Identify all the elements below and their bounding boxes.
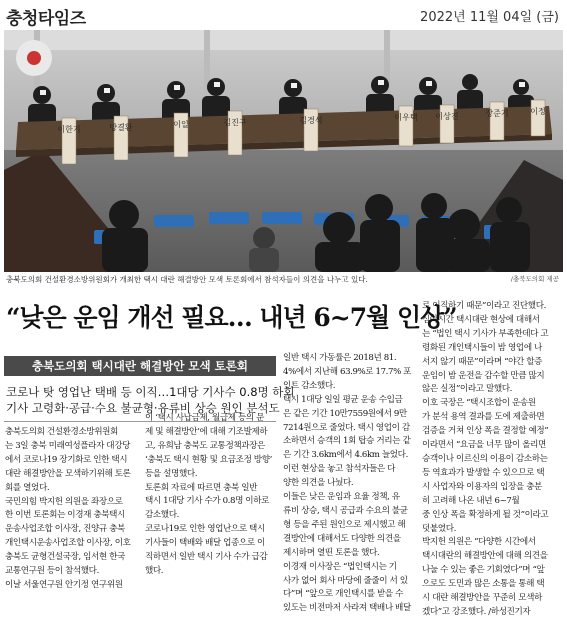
nameplate-text: 이우택 — [394, 113, 418, 122]
text-line: 령화된 개인택시들이 밤 영업에 나 — [422, 342, 542, 353]
text-line: 사가 없어 회사 마당에 줄줄이 서 있 — [283, 575, 408, 586]
text-line: 가 분석 용역 결과를 도에 제출하면 — [422, 412, 545, 423]
text-line: 제 및 해결방안’에 대해 기조발제하 — [145, 426, 268, 437]
text-line: 결방안에 대해서도 다양한 의견을 — [283, 533, 401, 544]
publication-date: 2022년 11월 04일 (금) — [420, 10, 559, 25]
text-line: 교통연구원 등이 참석했다. — [5, 566, 99, 577]
nameplate-text: 김경석 — [299, 116, 323, 125]
text-line: 국민의힘 박지헌 의원을 좌장으로 — [5, 496, 123, 507]
text-line: 양한 의견을 나눴다. — [283, 478, 354, 489]
text-line: 충북도 균형건설국장, 임서현 한국 — [5, 552, 125, 563]
article-headline: “낮은 운임 개선 필요… 내년 6~7월 인상” — [6, 303, 457, 332]
text-line: 다”며 “앞으로 개인택시를 받을 수 — [283, 589, 404, 600]
nameplate-text: 이한기 — [57, 125, 81, 134]
text-line: 감소했다. — [145, 510, 179, 521]
text-line: 소하면서 승객의 1회 탑승 거리는 같 — [283, 436, 411, 447]
text-line: 시 대란 해결방안을 꾸준히 모색하 — [422, 593, 542, 604]
text-line: 토론회 자료에 따르면 충북 일반 — [145, 482, 258, 493]
article-column-2 — [145, 412, 276, 579]
text-line: 택시 1대당 일일 평균 운송 수입금 — [283, 394, 403, 405]
text-line: 기사들이 택배와 배달 업종으로 이 — [145, 538, 265, 549]
text-line: 인트 감소했다. — [283, 380, 336, 391]
text-line: 서지 않기 때문”이라며 “야간 할증 — [422, 356, 543, 367]
nameplate-text: 김진구 — [223, 118, 247, 127]
text-line: 시 사업자와 이용자의 입장을 충분 — [422, 481, 542, 492]
text-line: 심야시간 택시대란 현상에 대해서 — [422, 314, 540, 325]
article-column-3 — [283, 352, 417, 616]
text-line: 류비 상승, 택시 공급과 수요의 불균 — [283, 505, 408, 516]
text-line: 이경재 이사장은 “법인택시는 기 — [283, 561, 397, 572]
text-line: 일반 택시 가동률은 2018년 81. — [283, 353, 397, 363]
text-line: 직하면서 일반 택시 기사 수가 급감 — [145, 552, 268, 563]
subhead-line: 기사 고령화‧공급‧수요 불균형‧유류비 상승 원인 분석도 — [6, 401, 280, 415]
article-column-1 — [5, 426, 142, 593]
text-line: 로 이직하기 때문”이라고 진단했다. — [422, 301, 546, 311]
text-line: 은 기간 3.6km에서 4.6km 늘었다. — [283, 450, 408, 461]
text-line: 박지헌 의원은 “다양한 시간에서 — [422, 537, 536, 548]
text-line: 등을 설명했다. — [145, 468, 198, 479]
text-line: 이들은 낮은 운임과 요율 정책, 유 — [283, 492, 400, 503]
article-column-4 — [422, 300, 562, 620]
nameplate-text: 이일 — [173, 120, 189, 129]
subhead-line: 코로나 탓 영업난 택배 등 이직…1대당 기사수 0.8명 하회 — [6, 385, 295, 399]
text-line: 으로도 도민과 많은 소통을 통해 택 — [422, 579, 545, 590]
nameplate-text: 이상진 — [435, 112, 459, 121]
text-line: 한 이번 토론회는 이경재 충북택시 — [5, 510, 125, 521]
text-line: 운임이 밤 운전을 감수할 만큼 많지 — [422, 370, 545, 381]
text-line: 덧붙였다. — [422, 523, 456, 534]
nameplate-text: 장준기 — [485, 109, 509, 118]
text-line: 했다. — [145, 565, 164, 576]
text-line: 히 고려해 나온 내년 6~7월 — [422, 495, 520, 506]
text-line: 개인택시운송사업조합 이사장, 이호 — [5, 538, 131, 549]
text-line: 운송사업조합 이사장, 진양규 충북 — [5, 524, 125, 535]
text-line: 4%에서 지난해 63.9%로 17.7% 포 — [283, 366, 412, 377]
text-line: 충북도의회 건설환경소방위원회 — [5, 427, 118, 437]
text-line: 제시하며 열띤 토론을 했다. — [283, 547, 380, 558]
text-line: 않은 실정”이라고 말했다. — [422, 384, 513, 395]
photo-credit: /충북도의회 제공 — [510, 275, 559, 283]
masthead — [0, 0, 567, 30]
text-line: 있도는 비전마저 사라져 택배나 배달 — [283, 603, 411, 614]
text-line: 7214원으로 줄었다. 택시 영업이 감 — [283, 422, 410, 433]
text-line: 고, 유희남 충북도 교통정책과장은 — [145, 440, 265, 451]
text-line: 검증을 거쳐 인상 폭을 결정할 예정” — [422, 426, 549, 437]
text-line: 은 같은 기간 10만7559원에서 9만 — [283, 408, 407, 419]
text-line: 등 역효과가 발생할 수 있으므로 택 — [422, 467, 545, 478]
text-line: 이라면서 “요금을 너무 많이 올리면 — [422, 440, 546, 451]
photo-caption: 충북도의회 건설환경소방위원회가 개최한 택시 대란 해결방안 모색 토론회에서 참석자들이 의견을 나누고 있다. — [6, 275, 368, 284]
text-line: 겠다”고 강조했다. /하성진기자 — [422, 606, 531, 617]
text-line: 중 인상 폭을 확정하게 될 것”이라고 — [422, 509, 549, 520]
text-line: 이날 서울연구원 안기정 연구위원 — [5, 579, 123, 590]
text-line: 이 ‘택시 사납금제, 월급제 등의 문 — [145, 413, 265, 423]
section-band: 충북도의회 택시대란 해결방안 모색 토론회 — [4, 356, 276, 376]
text-line: 승객이나 이르신의 이용이 감소하는 — [422, 453, 548, 464]
text-line: 대란 해결방안을 모색하기위해 토론 — [5, 468, 131, 479]
text-line: ‘충북도 택시 현황 및 요금조정 방향’ — [145, 454, 272, 465]
text-line: 형 등을 주된 원인으로 제시했고 해 — [283, 519, 406, 530]
text-line: 는 3일 충북 미래여성플라자 대강당 — [5, 440, 131, 451]
text-line: 나눌 수 있는 좋은 기회였다”며 “앞 — [422, 565, 545, 576]
nameplate-text: 방결환 — [109, 123, 133, 132]
news-photo — [4, 30, 563, 272]
text-line: 회를 열었다. — [5, 482, 50, 493]
text-line: 에서 코로나19 장기화로 인한 택시 — [5, 454, 128, 465]
text-line: 코로나19로 인한 영업난으로 택시 — [145, 524, 265, 535]
newspaper-name: 충청타임즈 — [6, 9, 86, 29]
text-line: 이런 현상을 놓고 참석자들은 다 — [283, 464, 396, 475]
text-line: 택시대란의 해결방안에 대해 의견을 — [422, 551, 548, 562]
text-line: 택시 1대당 기사 수가 0.8명 이하로 — [145, 496, 270, 507]
text-line: 이호 국장은 “택시조합이 운송원 — [422, 398, 536, 409]
nameplate-text: 이정 — [530, 107, 546, 116]
text-line: 는 “법인 택시 기사가 부족한데다 고 — [422, 328, 549, 339]
